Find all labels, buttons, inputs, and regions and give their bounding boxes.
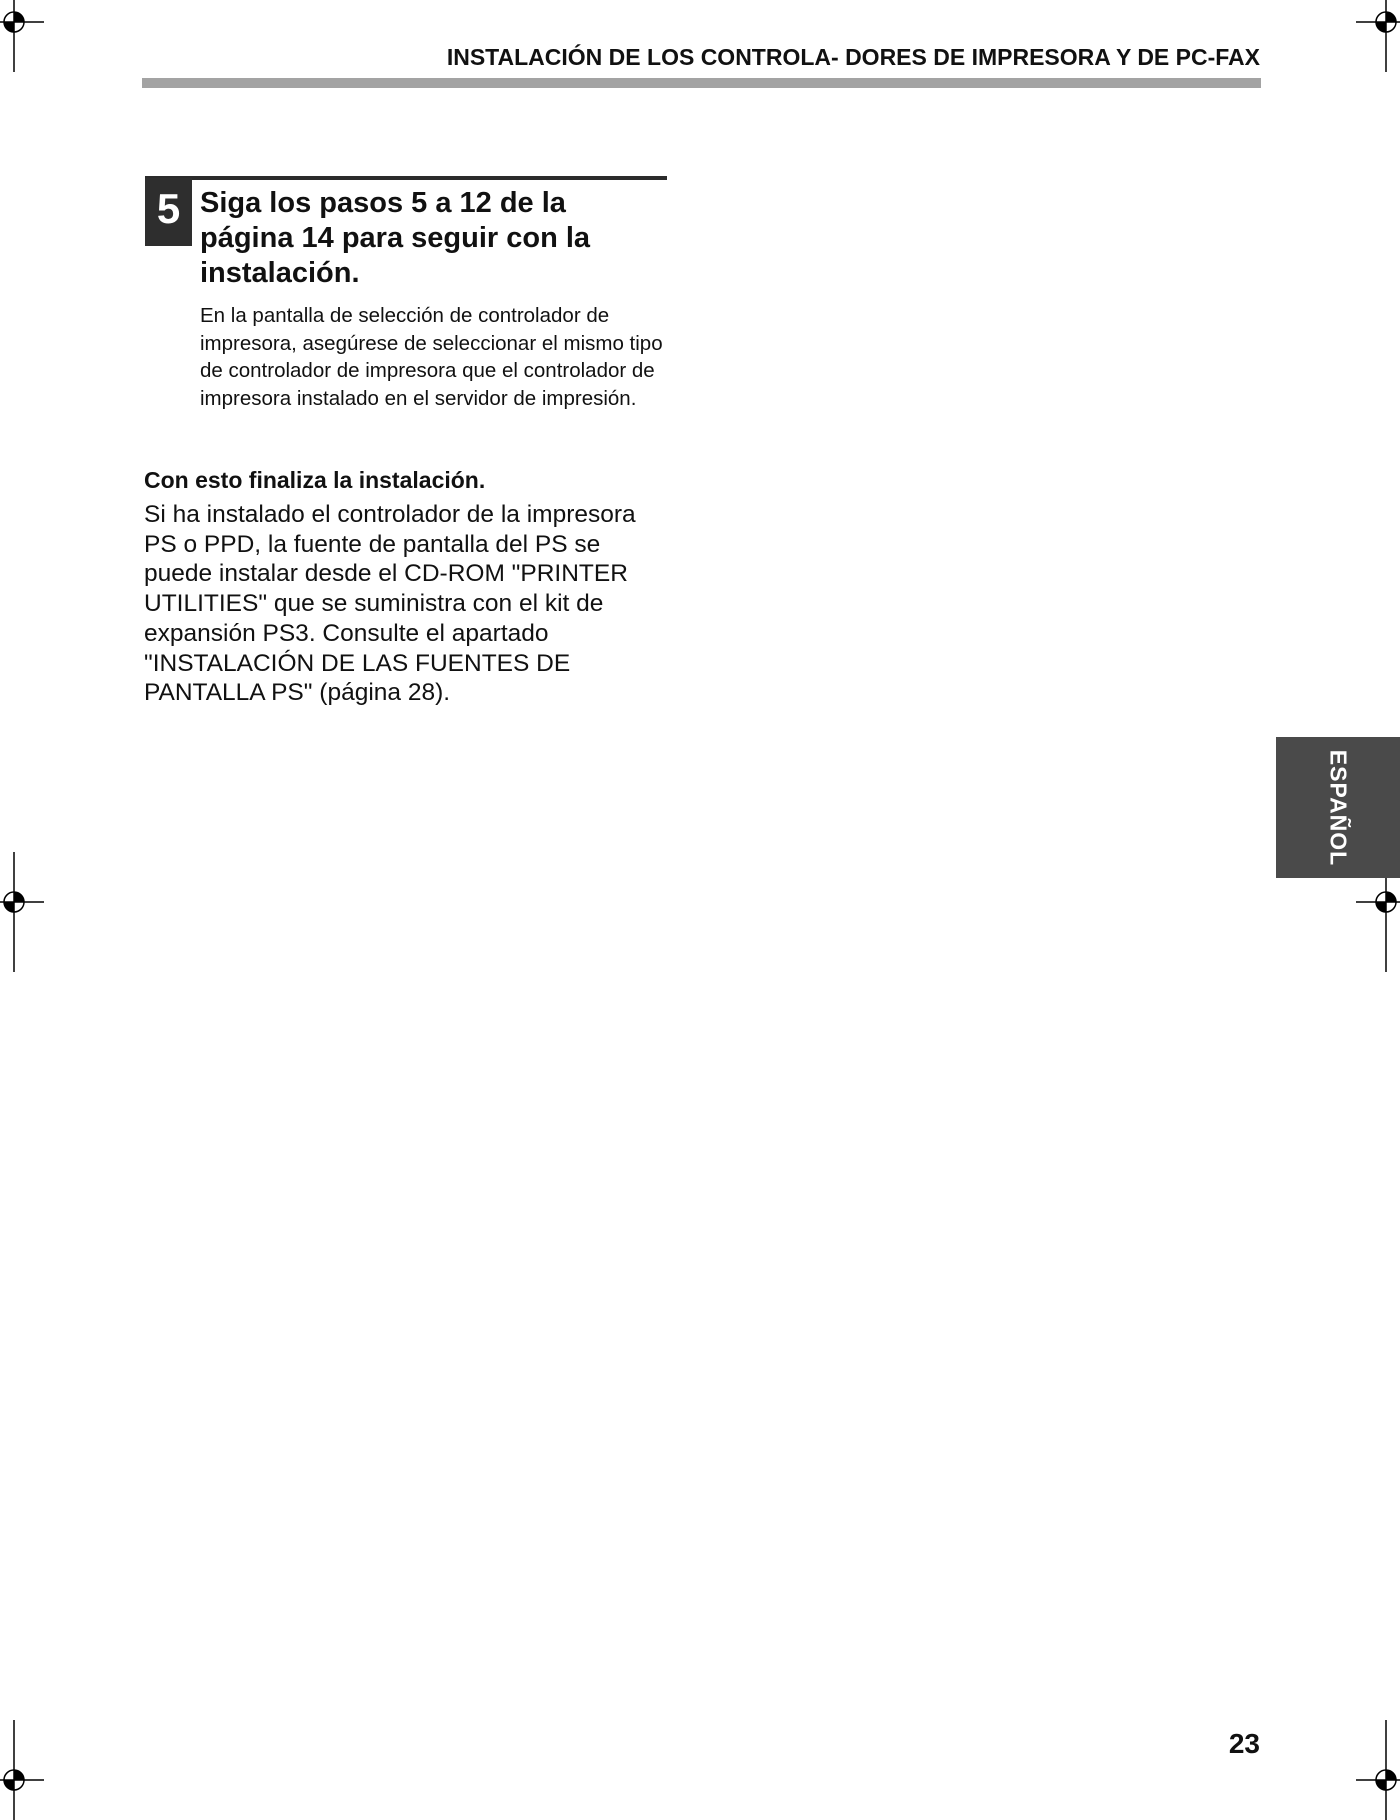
registration-mark-icon (1356, 0, 1400, 72)
header-divider (142, 78, 1261, 88)
page-number: 23 (1228, 1728, 1260, 1759)
step-divider (145, 176, 667, 180)
page-header-title: INSTALACIÓN DE LOS CONTROLA- DORES DE IMPRESORA Y DE PC-FAX (446, 44, 1260, 70)
registration-mark-icon (0, 1720, 44, 1820)
registration-mark-icon (0, 852, 44, 972)
language-side-tab (1276, 737, 1400, 878)
registration-mark-icon (0, 0, 44, 72)
step-description: En la pantalla de selección de controlador de impresora, asegúrese de seleccionar el mismo tipo de controlador de impresora que el controlador de impresora instalado en el servidor de impresión. (200, 304, 663, 410)
conclusion-paragraph: Si ha instalado el controlador de la impresora PS o PPD, la fuente de pantalla del PS se puede instalar desde el CD-ROM "PRINTER UTILITIES" que se suministra con el kit de expansión PS3. Consulte el apartado "INSTALACIÓN DE LAS FUENTES DE PANTALLA PS" (página 28). (144, 501, 636, 707)
step-number-badge: 5 (145, 178, 192, 246)
conclusion-title: Con esto finaliza la instalación. (144, 467, 486, 493)
language-tab-label: ESPAÑOL (1325, 749, 1352, 866)
step-heading: Siga los pasos 5 a 12 de la página 14 para seguir con la instalación. (200, 187, 591, 289)
registration-mark-icon (1356, 1720, 1400, 1820)
